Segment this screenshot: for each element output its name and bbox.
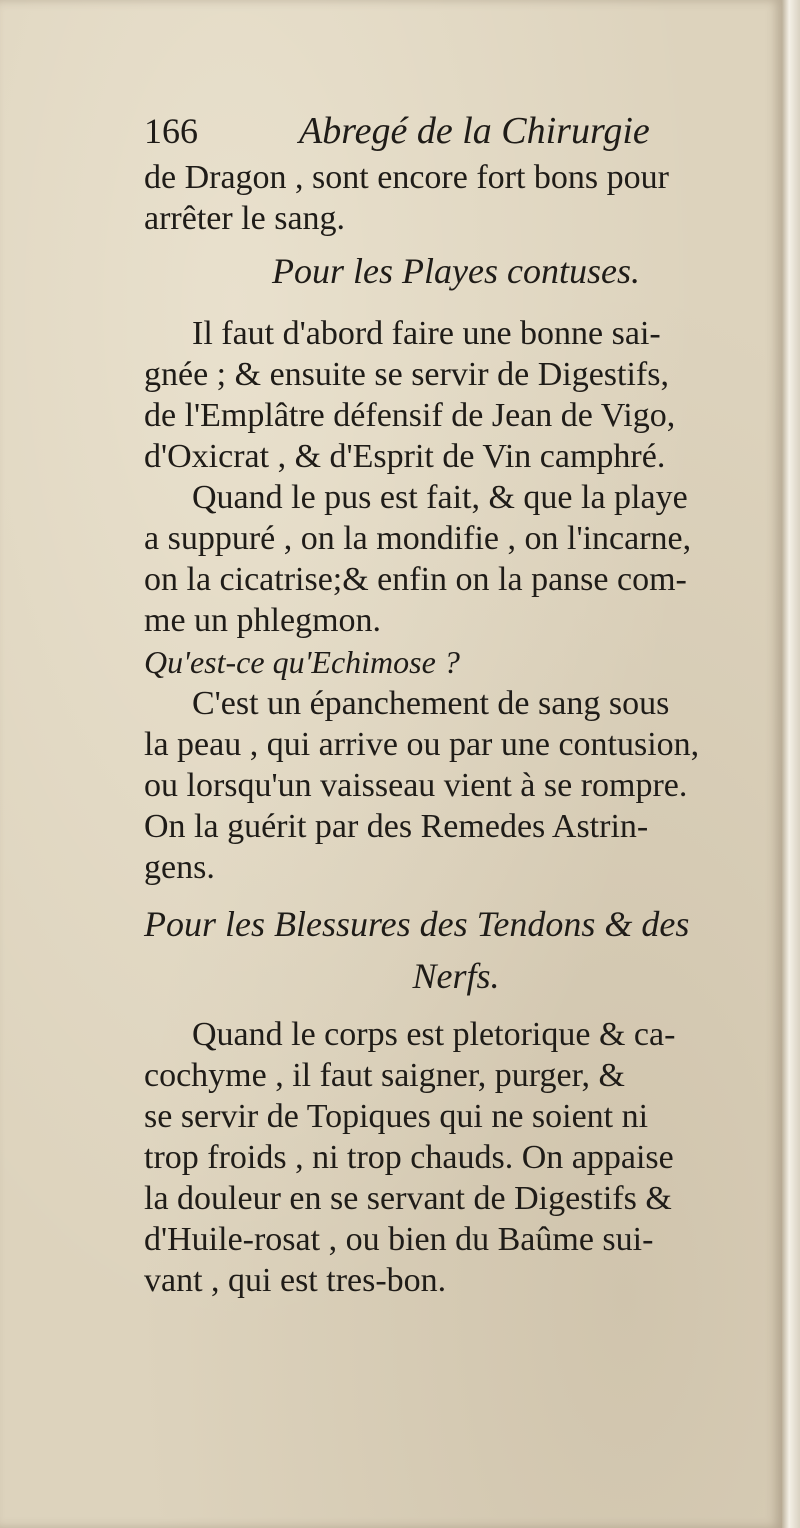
text-line: gens. [144, 849, 215, 886]
text-line: de Dragon , sont encore fort bons pour [144, 159, 669, 196]
text-line: la peau , qui arrive ou par une contusion, [144, 726, 700, 763]
text-line: trop froids , ni trop chauds. On appaise [144, 1139, 674, 1176]
question-heading: Qu'est-ce qu'Echimose ? [144, 644, 460, 680]
text-line: On la guérit par des Remedes Astrin- [144, 808, 649, 845]
running-title: Abregé de la Chirurgie [299, 110, 650, 152]
text-line: d'Huile-rosat , ou bien du Baûme sui- [144, 1221, 654, 1258]
page-header [144, 105, 768, 157]
text-line: ou lorsqu'un vaisseau vient à se rompre. [144, 767, 688, 804]
text-line: se servir de Topiques qui ne soient ni [144, 1098, 649, 1135]
text-line: la douleur en se servant de Digestifs & [144, 1180, 672, 1217]
text-line: a suppuré , on la mondifie , on l'incarne, [144, 520, 692, 557]
section-heading: Pour les Playes contuses. [272, 251, 640, 291]
text-line: de l'Emplâtre défensif de Jean de Vigo, [144, 397, 676, 434]
section-heading-continued: Nerfs. [412, 956, 500, 996]
text-line: cochyme , il faut saigner, purger, & [144, 1057, 625, 1094]
page-edge [782, 0, 800, 1528]
text-line: arrêter le sang. [144, 200, 346, 237]
text-line: gnée ; & ensuite se servir de Digestifs, [144, 356, 669, 393]
text-line: Quand le pus est fait, & que la playe [192, 479, 688, 516]
text-line: Il faut d'abord faire une bonne sai- [192, 315, 661, 352]
text-line: on la cicatrise;& enfin on la panse com- [144, 561, 687, 598]
text-line: Quand le corps est pletorique & ca- [192, 1016, 676, 1053]
text-line: d'Oxicrat , & d'Esprit de Vin camphré. [144, 438, 666, 475]
page-text [144, 105, 768, 1301]
section-heading: Pour les Blessures des Tendons & des [144, 904, 690, 944]
text-line: C'est un épanchement de sang sous [192, 685, 670, 722]
text-line: vant , qui est tres-bon. [144, 1262, 447, 1299]
text-line: me un phlegmon. [144, 602, 382, 639]
page-number: 166 [144, 111, 198, 151]
